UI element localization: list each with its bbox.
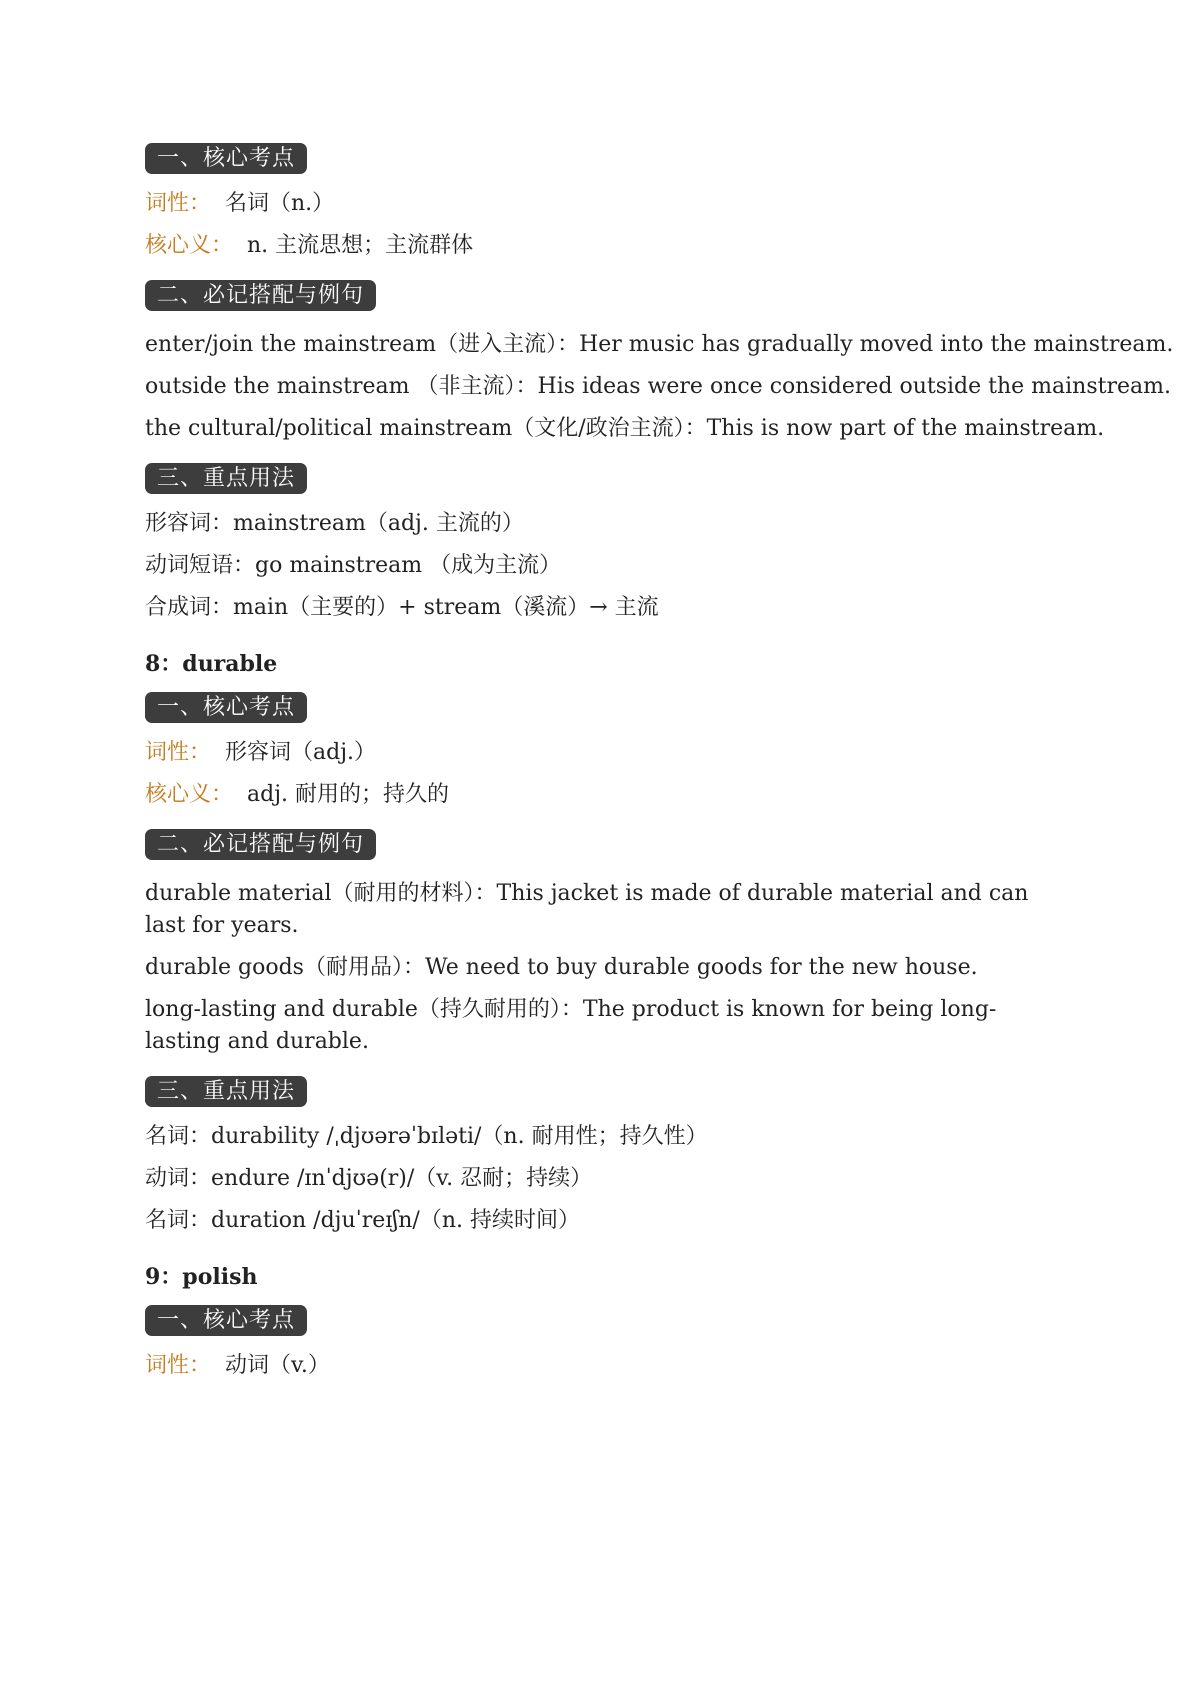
part-of-speech-value: 动词（v.）: [225, 1353, 330, 1378]
section-badge-core: 一、核心考点: [145, 692, 307, 723]
part-of-speech-label: 词性：: [145, 740, 212, 765]
section-badge-usage: 三、重点用法: [145, 463, 307, 494]
collocation-item: durable material（耐用的材料）：This jacket is made of durable material and can last for years.: [145, 881, 1029, 938]
part-of-speech-line: [145, 1350, 1065, 1382]
page-content: [145, 143, 1174, 1382]
part-of-speech-value: 名词（n.）: [225, 191, 335, 216]
section-badge-usage: 三、重点用法: [145, 1076, 307, 1107]
section-badge-collocations: 二、必记搭配与例句: [145, 829, 376, 860]
usage-item: 合成词：main（主要的）+ stream（溪流）→ 主流: [145, 595, 659, 620]
core-meaning-label: 核心义：: [145, 782, 234, 807]
collocation-item: durable goods（耐用品）：We need to buy durable goods for the new house.: [145, 955, 978, 980]
collocation-item: outside the mainstream （非主流）：His ideas were once considered outside the mainstream.: [145, 374, 1171, 399]
section-mainstream: [145, 143, 1174, 624]
part-of-speech-line: [145, 188, 1065, 220]
usage-item: 动词短语：go mainstream （成为主流）: [145, 553, 562, 578]
usage-item: 形容词：mainstream（adj. 主流的）: [145, 511, 524, 536]
core-meaning-line: [145, 779, 1065, 811]
usage-item: 名词：durability /ˌdjʊərəˈbɪləti/（n. 耐用性；持久性）: [145, 1124, 708, 1149]
usage-item: 名词：duration /djuˈreɪʃn/（n. 持续时间）: [145, 1208, 580, 1233]
collocation-item: long-lasting and durable（持久耐用的）：The product is known for being long-lasting and durable.: [145, 997, 997, 1054]
core-meaning-line: [145, 230, 1065, 262]
part-of-speech-value: 形容词（adj.）: [225, 740, 377, 765]
core-meaning-value: n. 主流思想；主流群体: [247, 233, 474, 258]
collocation-item: enter/join the mainstream（进入主流）：Her music has gradually moved into the mainstream.: [145, 332, 1174, 357]
core-meaning-label: 核心义：: [145, 233, 234, 258]
word-heading: 8：durable: [145, 651, 278, 677]
part-of-speech-label: 词性：: [145, 1353, 212, 1378]
section-durable: [145, 648, 1065, 1237]
section-badge-collocations: 二、必记搭配与例句: [145, 280, 376, 311]
usage-item: 动词：endure /ɪnˈdjʊə(r)/（v. 忍耐；持续）: [145, 1166, 593, 1191]
section-badge-core: 一、核心考点: [145, 1305, 307, 1336]
section-badge-core: 一、核心考点: [145, 143, 307, 174]
part-of-speech-line: [145, 737, 1065, 769]
core-meaning-value: adj. 耐用的；持久的: [247, 782, 450, 807]
part-of-speech-label: 词性：: [145, 191, 212, 216]
collocation-item: the cultural/political mainstream（文化/政治主流）：This is now part of the mainstream.: [145, 416, 1105, 441]
section-polish: [145, 1261, 1065, 1382]
word-heading: 9：polish: [145, 1264, 258, 1290]
